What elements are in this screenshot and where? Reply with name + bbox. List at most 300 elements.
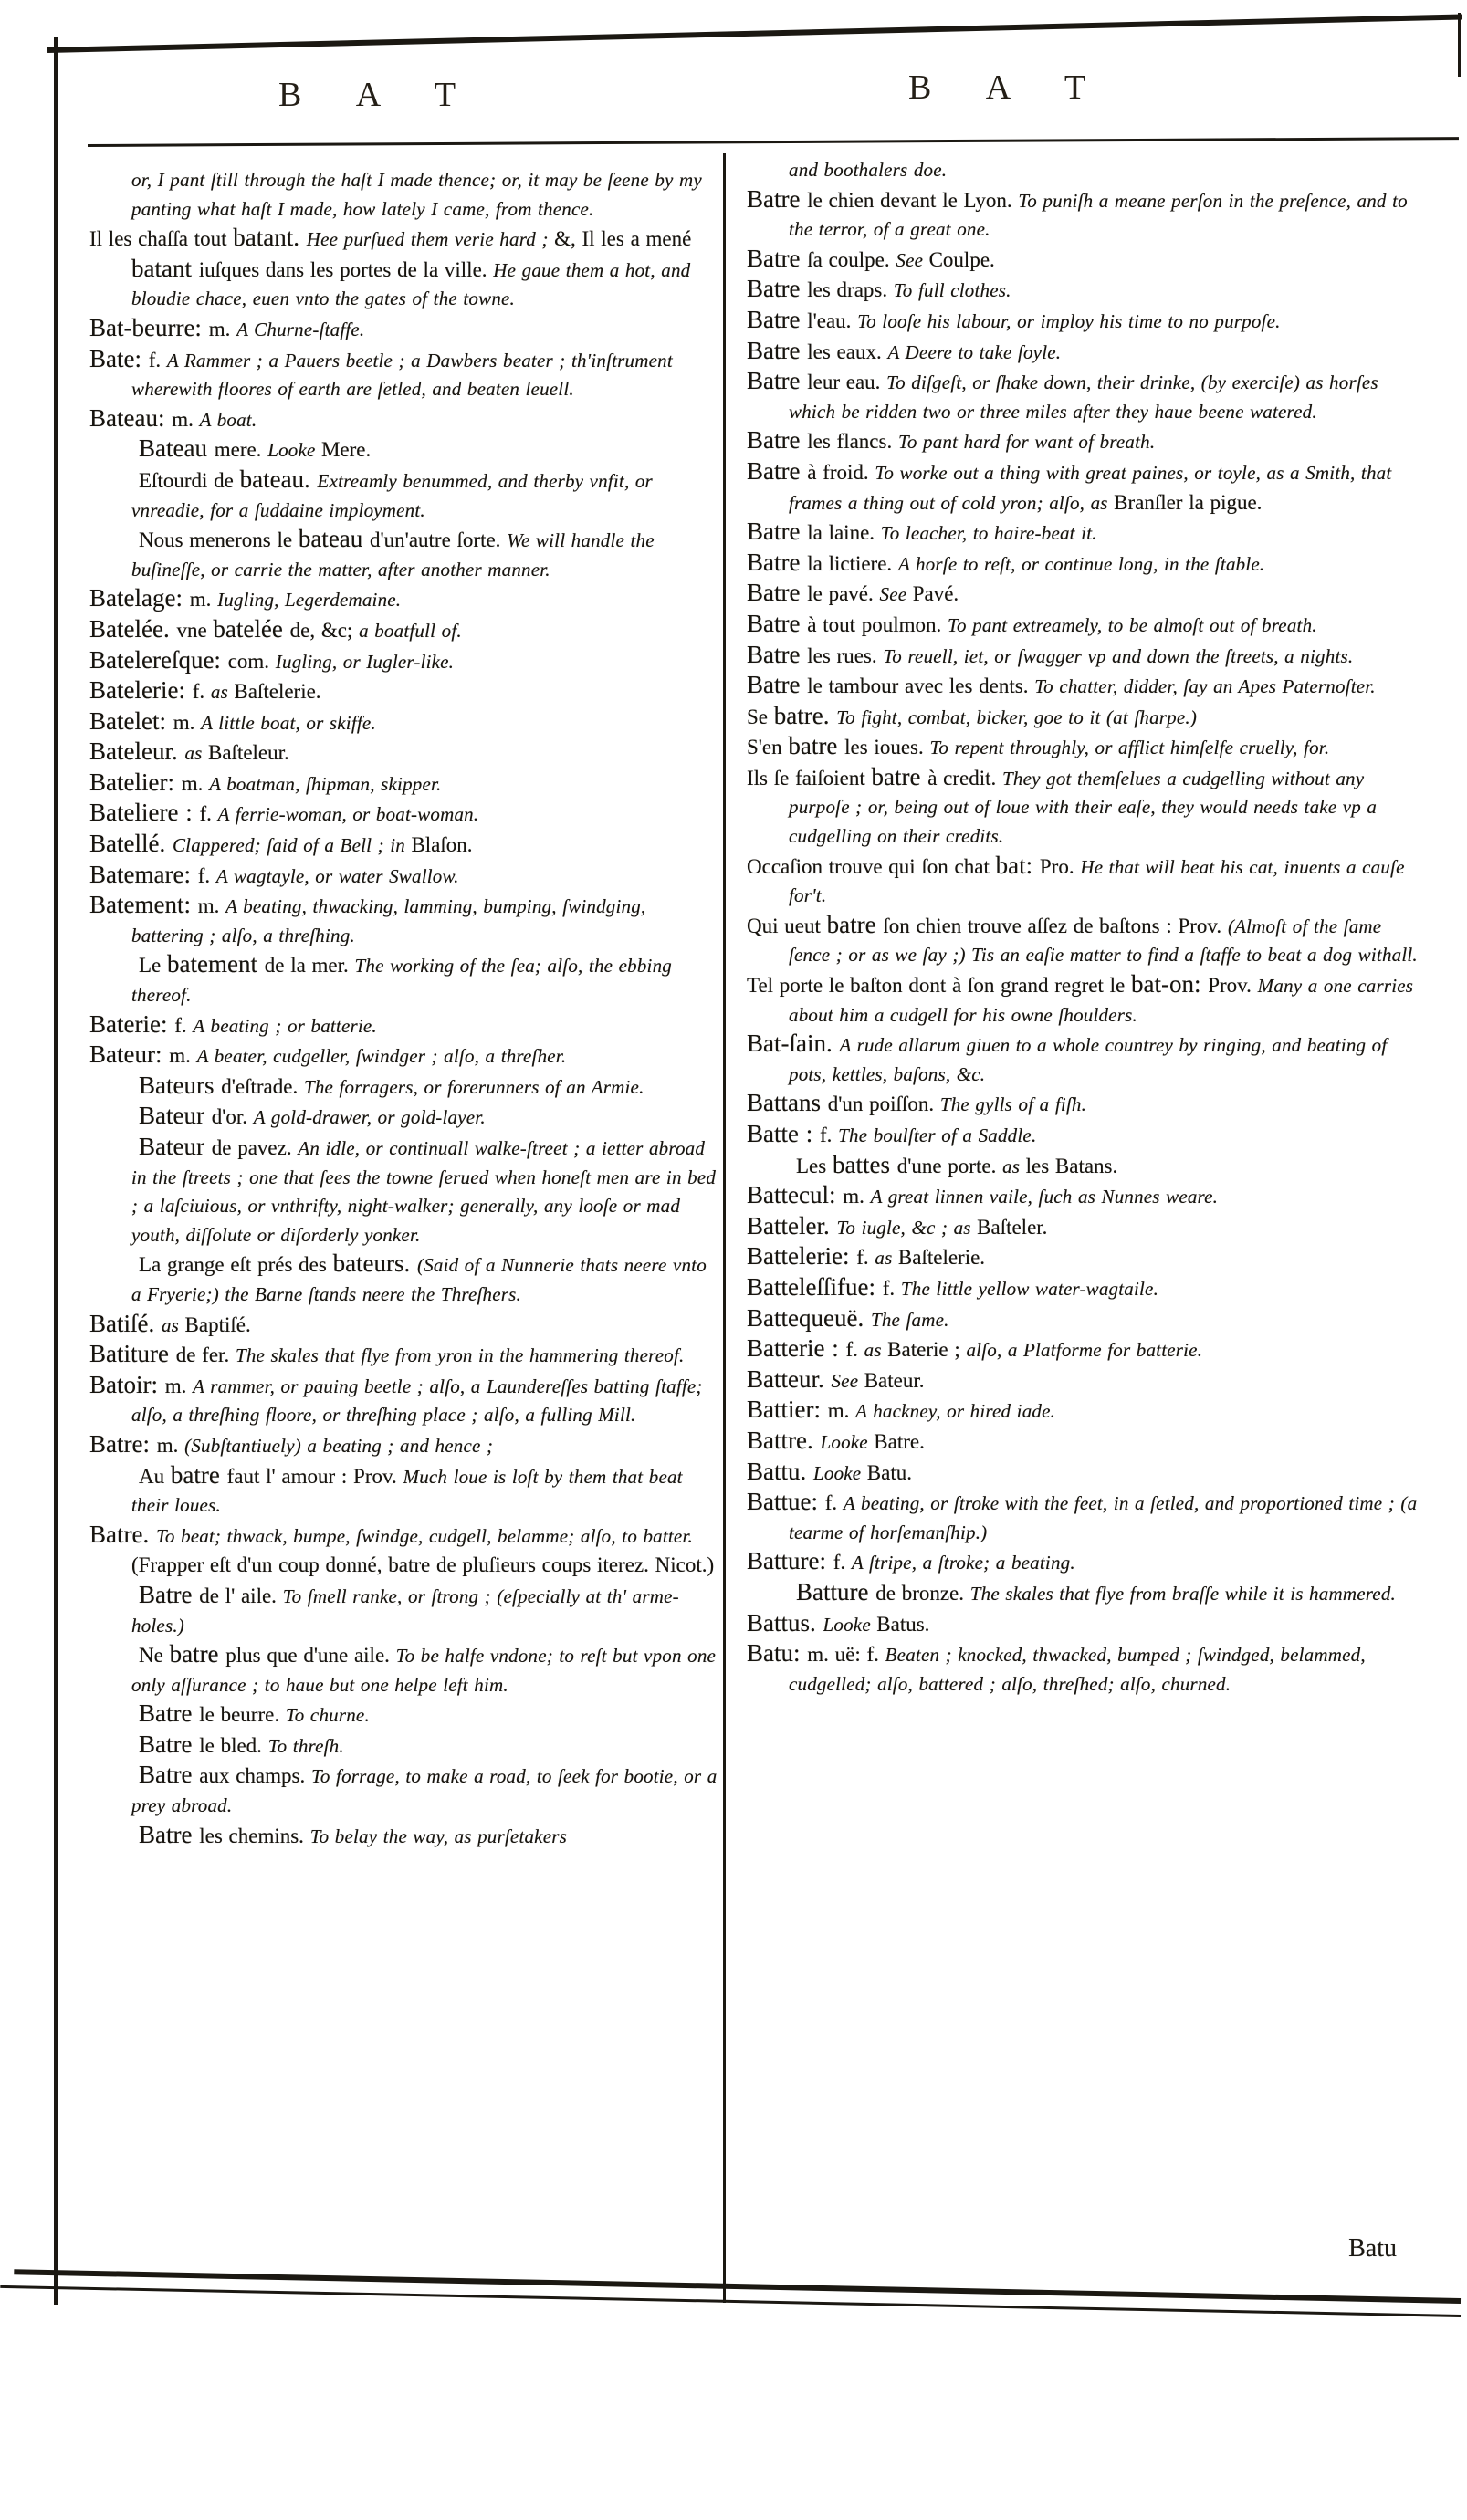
entry-segment-en: A rammer, or pauing beetle ; alſo, a Laundereſſes batting ſtaffe; alſo, a threſhing floore, or threſhing place ; alſo, a fulling Mill. bbox=[131, 1375, 703, 1427]
entry-segment-en: To leacher, to haire-beat it. bbox=[880, 522, 1097, 545]
entry-segment-en: To puniſh a meane perſon in the preſence, and to the terror, of a great one. bbox=[789, 189, 1408, 241]
dictionary-entry bbox=[89, 1072, 718, 1103]
entry-segment-en: The boulſter of a Saddle. bbox=[838, 1124, 1037, 1146]
entry-segment-fr: &, Il les a mené bbox=[554, 227, 692, 251]
dictionary-entry bbox=[89, 1372, 718, 1431]
entry-segment-hw: Batre bbox=[747, 184, 808, 213]
entry-segment-fr: Au bbox=[139, 1464, 171, 1488]
entry-segment-fr: Se bbox=[747, 705, 774, 728]
entry-segment-en: Many a one carries about him a cudgell for his owne ſhoulders. bbox=[789, 975, 1414, 1026]
entry-segment-en: A beating, thwacking, lamming, bumping, ſwindging, battering ; alſo, a threſhing. bbox=[131, 895, 646, 946]
entry-segment-en: The working of the ſea; alſo, the ebbing thereof. bbox=[131, 955, 672, 1007]
entry-segment-hw: Batre bbox=[747, 579, 808, 607]
entry-segment-hw: batre bbox=[170, 1460, 227, 1489]
dictionary-entry bbox=[89, 1431, 718, 1462]
entry-segment-hw: Batteur. bbox=[747, 1365, 832, 1393]
entry-segment-en: To full clothes. bbox=[893, 279, 1011, 302]
entry-segment-fr: faut l' amour : Prov. bbox=[226, 1464, 403, 1488]
entry-segment-en: The little yellow water-wagtaile. bbox=[900, 1277, 1159, 1300]
dictionary-entry bbox=[89, 1731, 718, 1762]
entry-segment-fr: d'or. bbox=[211, 1105, 254, 1129]
entry-segment-en: To diſgeſt, or ſhake down, their drinke, (by exerciſe) as horſes which be ridden two or three miles after they haue beene watered. bbox=[789, 371, 1378, 423]
dictionary-entry bbox=[747, 157, 1426, 186]
dictionary-entry bbox=[89, 647, 718, 678]
entry-segment-fr: la lictiere. bbox=[807, 551, 898, 575]
entry-segment-fr: Batus. bbox=[876, 1612, 930, 1636]
entry-segment-fr: com. bbox=[227, 649, 276, 673]
entry-segment-hw: Batu: bbox=[747, 1639, 808, 1668]
entry-segment-fr: Prov. bbox=[1208, 974, 1258, 998]
entry-segment-fr: à credit. bbox=[927, 766, 1003, 789]
entry-segment-fr: plus que d'une aile. bbox=[225, 1644, 396, 1668]
dictionary-entry bbox=[747, 338, 1426, 369]
entry-segment-hw: Batelée. bbox=[89, 614, 177, 643]
dictionary-entry bbox=[747, 611, 1426, 642]
dictionary-entry bbox=[747, 852, 1426, 912]
entry-segment-hw: batre bbox=[788, 732, 845, 760]
dictionary-entry bbox=[747, 580, 1426, 611]
entry-segment-fr: f. bbox=[192, 680, 211, 704]
entry-segment-fr: de bronze. bbox=[875, 1581, 970, 1605]
dictionary-entry bbox=[89, 1822, 718, 1853]
entry-segment-hw: Batre bbox=[747, 305, 808, 333]
dictionary-entry bbox=[89, 800, 718, 831]
entry-segment-en: and boothalers doe. bbox=[789, 159, 948, 181]
dictionary-entry bbox=[747, 1459, 1426, 1490]
entry-segment-fr: m. bbox=[827, 1399, 856, 1423]
entry-segment-hw: Batemare: bbox=[89, 860, 198, 888]
entry-segment-en: Looke bbox=[813, 1461, 867, 1484]
entry-segment-hw: batre. bbox=[773, 701, 837, 729]
entry-segment-fr: m. bbox=[156, 1433, 185, 1457]
entry-segment-hw: Batre bbox=[747, 275, 808, 303]
entry-segment-en: A Churne-ſtaffe. bbox=[236, 318, 365, 340]
dictionary-entry bbox=[89, 1341, 718, 1372]
entry-segment-en: A gold-drawer, or gold-layer. bbox=[253, 1106, 486, 1129]
entry-segment-fr: f. bbox=[833, 1551, 852, 1574]
dictionary-entry bbox=[747, 1489, 1426, 1548]
entry-segment-fr: les ioues. bbox=[844, 736, 930, 759]
entry-segment-hw: Bateau bbox=[139, 434, 215, 463]
entry-segment-hw: batre bbox=[871, 762, 928, 790]
dictionary-entry bbox=[747, 368, 1426, 427]
entry-segment-en: A beater, cudgeller, ſwindger ; alſo, a threſher. bbox=[196, 1045, 567, 1068]
right-column bbox=[747, 157, 1426, 1699]
entry-segment-en: See bbox=[896, 248, 929, 271]
entry-segment-en: To be halfe vndone; to reſt but vpon one only aſſurance ; to haue but one helpe left him. bbox=[131, 1645, 717, 1696]
entry-segment-hw: Batre bbox=[139, 1761, 200, 1789]
dictionary-entry bbox=[89, 1103, 718, 1134]
entry-segment-en: A beating, or ſtroke with the feet, in a ſetled, and proportioned time ; (a tearme of horſemanſhip.) bbox=[789, 1492, 1418, 1543]
entry-segment-hw: Battu. bbox=[747, 1457, 813, 1485]
dictionary-entry bbox=[747, 1548, 1426, 1579]
entry-segment-fr: Nous menerons le bbox=[139, 528, 299, 552]
entry-segment-en: A boatman, ſhipman, skipper. bbox=[209, 772, 442, 795]
entry-segment-fr: Coulpe. bbox=[928, 247, 995, 271]
entry-segment-fr: l'eau. bbox=[807, 308, 858, 332]
entry-segment-hw: Batre bbox=[747, 548, 808, 576]
entry-segment-en: To reuell, iet, or ſwagger vp and down the ſtreets, a nights. bbox=[883, 644, 1354, 667]
entry-segment-en: To churne. bbox=[285, 1704, 370, 1727]
entry-segment-en: A rude allarum giuen to a whole countrey by ringing, and beating of pots, kettles, baſons, &c. bbox=[789, 1034, 1388, 1085]
entry-segment-hw: batant bbox=[131, 254, 199, 282]
entry-segment-hw: Batte : bbox=[747, 1120, 820, 1147]
entry-segment-hw: Batre bbox=[747, 456, 808, 485]
left-column bbox=[89, 167, 718, 1852]
dictionary-entry bbox=[747, 1152, 1426, 1183]
entry-segment-fr: Branſler la pigue. bbox=[1114, 490, 1263, 514]
dictionary-entry bbox=[89, 677, 718, 708]
entry-segment-en: as bbox=[210, 681, 235, 704]
dictionary-entry bbox=[89, 738, 718, 769]
entry-segment-fr: le pavé. bbox=[807, 582, 880, 606]
entry-segment-hw: Batteleſſifue: bbox=[747, 1272, 883, 1301]
entry-segment-hw: Batture: bbox=[747, 1547, 833, 1575]
entry-segment-hw: Batre: bbox=[89, 1429, 157, 1458]
entry-segment-en: See bbox=[879, 583, 913, 606]
top-border-rule bbox=[47, 14, 1462, 53]
entry-segment-hw: Batre bbox=[747, 336, 808, 364]
entry-segment-en: A boat. bbox=[199, 408, 257, 431]
dictionary-entry bbox=[747, 1427, 1426, 1459]
entry-segment-fr: d'une porte. bbox=[896, 1154, 1003, 1177]
dictionary-entry bbox=[747, 1182, 1426, 1213]
entry-segment-fr: à froid. bbox=[807, 460, 875, 484]
dictionary-entry bbox=[89, 831, 718, 862]
entry-segment-fr: m. bbox=[169, 1044, 197, 1068]
dictionary-entry bbox=[89, 526, 718, 585]
entry-segment-en: or, I pant ſtill through the haſt I made thence; or, it may be ſeene by my panting what haſt I made, how lately I came, from thence. bbox=[131, 169, 702, 220]
entry-segment-en: A great linnen vaile, ſuch as Nunnes weare. bbox=[870, 1186, 1219, 1208]
dictionary-entry bbox=[89, 315, 718, 346]
entry-segment-en: Beaten ; knocked, thwacked, bumped ; ſwindged, belammed, cudgelled; alſo, battered ; alſo, threſhed; alſo, churned. bbox=[789, 1644, 1366, 1695]
entry-segment-fr: m. bbox=[843, 1185, 871, 1208]
entry-segment-hw: Battecul: bbox=[747, 1181, 844, 1209]
entry-segment-en: The skales that flye from yron in the hammering thereof. bbox=[235, 1344, 685, 1367]
entry-segment-hw: batement bbox=[167, 950, 265, 978]
entry-segment-fr: Baſteler. bbox=[977, 1215, 1048, 1239]
entry-segment-fr: de, &c; bbox=[289, 618, 360, 642]
entry-segment-hw: Batelet: bbox=[89, 706, 173, 735]
entry-segment-en: as bbox=[184, 742, 208, 765]
entry-segment-hw: bateurs. bbox=[332, 1250, 418, 1278]
entry-segment-fr: vne bbox=[176, 618, 214, 642]
entry-segment-fr: f. bbox=[148, 348, 167, 371]
dictionary-entry bbox=[747, 1090, 1426, 1121]
dictionary-entry bbox=[89, 405, 718, 436]
dictionary-entry bbox=[89, 167, 718, 225]
running-head-left: B A T bbox=[278, 76, 480, 114]
entry-segment-en: The ſame. bbox=[870, 1308, 949, 1331]
entry-segment-en: Looke bbox=[823, 1613, 877, 1636]
entry-segment-hw: Batre bbox=[747, 426, 808, 455]
dictionary-entry bbox=[747, 1213, 1426, 1244]
entry-segment-en: To pant extreamely, to be almoſt out of breath. bbox=[948, 613, 1317, 636]
entry-segment-fr: Eſtourdi de bbox=[139, 468, 240, 492]
entry-segment-fr: f. bbox=[845, 1338, 864, 1362]
entry-segment-en: A Deere to take ſoyle. bbox=[887, 340, 1062, 363]
entry-segment-hw: Batelerie: bbox=[89, 676, 193, 705]
entry-segment-en: See bbox=[831, 1369, 864, 1392]
entry-segment-fr: m. bbox=[181, 771, 210, 795]
entry-segment-fr: Batre. bbox=[874, 1429, 925, 1453]
entry-segment-fr: Le bbox=[139, 954, 168, 978]
dictionary-entry bbox=[747, 1121, 1426, 1152]
dictionary-entry bbox=[89, 346, 718, 405]
dictionary-entry bbox=[747, 276, 1426, 307]
dictionary-entry bbox=[89, 1641, 718, 1700]
entry-segment-fr: Blaſon. bbox=[411, 833, 473, 857]
entry-segment-en: The forragers, or forerunners of an Armie. bbox=[303, 1075, 644, 1098]
entry-segment-en: A little boat, or skiffe. bbox=[201, 711, 376, 734]
entry-segment-en: Iugling, or Iugler-like. bbox=[275, 650, 455, 673]
entry-segment-fr: Mere. bbox=[320, 438, 372, 462]
entry-segment-fr: m. bbox=[172, 407, 200, 431]
entry-segment-hw: Batiſé. bbox=[89, 1309, 162, 1337]
entry-segment-fr: le beurre. bbox=[199, 1703, 286, 1727]
entry-segment-fr: le tambour avec les dents. bbox=[807, 674, 1035, 698]
entry-segment-fr: Bateur. bbox=[864, 1368, 925, 1392]
entry-segment-en: Extreamly benummed, and therby vnfit, or vnreadie, for a ſuddaine imployment. bbox=[131, 469, 653, 521]
entry-segment-fr: f. bbox=[882, 1276, 901, 1300]
dictionary-entry bbox=[89, 225, 718, 315]
entry-segment-fr: leur eau. bbox=[807, 371, 887, 394]
entry-segment-en: Hee purſued them verie hard ; bbox=[306, 228, 555, 251]
entry-segment-fr: Pro. bbox=[1039, 854, 1081, 878]
dictionary-entry bbox=[747, 1640, 1426, 1699]
dictionary-entry bbox=[89, 1762, 718, 1821]
entry-segment-hw: Bat-ſain. bbox=[747, 1030, 840, 1058]
dictionary-entry bbox=[89, 1462, 718, 1521]
entry-segment-en: To worke out a thing with great paines, or toyle, as a Smith, that frames a thing out of cold yron; alſo, as bbox=[789, 461, 1392, 514]
running-head-right: B A T bbox=[908, 68, 1110, 107]
bottom-border-rule-inner bbox=[0, 2285, 1461, 2317]
entry-segment-fr: f. bbox=[174, 1013, 194, 1037]
entry-segment-hw: Batelier: bbox=[89, 768, 182, 796]
entry-segment-hw: Batre bbox=[139, 1730, 200, 1758]
entry-segment-en: A ſtripe, a ſtroke; a beating. bbox=[851, 1552, 1075, 1574]
entry-segment-fr: les chemins. bbox=[199, 1824, 310, 1847]
entry-segment-en: Clappered; ſaid of a Bell ; in bbox=[172, 834, 412, 857]
entry-segment-en: To belay the way, as purſetakers bbox=[309, 1825, 567, 1847]
entry-segment-hw: Bat-beurre: bbox=[89, 313, 209, 341]
entry-segment-hw: Batellé. bbox=[89, 830, 173, 858]
entry-segment-en: To fight, combat, bicker, goe to it (at ſharpe.) bbox=[836, 706, 1198, 728]
dictionary-entry bbox=[89, 708, 718, 739]
entry-segment-fr: m. bbox=[208, 317, 237, 340]
entry-segment-hw: Batre bbox=[747, 518, 808, 546]
entry-segment-hw: Bateleur. bbox=[89, 737, 185, 766]
dictionary-entry bbox=[747, 912, 1426, 971]
entry-segment-hw: Battier: bbox=[747, 1396, 828, 1424]
entry-segment-hw: Batre bbox=[747, 609, 808, 637]
entry-segment-fr: Qui ueut bbox=[747, 914, 827, 937]
entry-segment-hw: Batre bbox=[139, 1699, 200, 1728]
entry-segment-fr: La grange eſt prés des bbox=[139, 1253, 333, 1277]
entry-segment-hw: batelée bbox=[213, 614, 290, 643]
entry-segment-en: To chatter, didder, ſay an Apes Paternoſter. bbox=[1034, 675, 1376, 698]
entry-segment-fr: les eaux. bbox=[807, 340, 888, 363]
entry-segment-fr: Baſteleur. bbox=[208, 741, 289, 765]
entry-segment-en: as bbox=[1002, 1155, 1026, 1177]
entry-segment-en: A wagtayle, or water Swallow. bbox=[215, 864, 459, 887]
entry-segment-en: A ferrie-woman, or boat-woman. bbox=[217, 803, 479, 826]
entry-segment-en: Looke bbox=[267, 439, 321, 462]
entry-segment-fr: f. bbox=[199, 802, 218, 826]
entry-segment-hw: Batre bbox=[139, 1820, 200, 1848]
entry-segment-en: To forrage, to make a road, to ſeek for bootie, or a prey abroad. bbox=[131, 1765, 718, 1817]
dictionary-entry bbox=[747, 703, 1426, 734]
entry-segment-fr: Baterie ; bbox=[887, 1338, 967, 1362]
entry-segment-fr: Occaſion trouve qui ſon chat bbox=[747, 854, 996, 878]
dictionary-entry bbox=[89, 769, 718, 800]
entry-segment-fr: aux champs. bbox=[199, 1764, 311, 1788]
entry-segment-fr: f. bbox=[824, 1491, 844, 1515]
catchword: Batu bbox=[1348, 2234, 1397, 2263]
dictionary-entry bbox=[747, 733, 1426, 764]
dictionary-entry bbox=[89, 1134, 718, 1250]
entry-segment-fr: (Frapper eſt d'un coup donné, batre de pluſieurs coups iterez. Nicot.) bbox=[131, 1553, 715, 1577]
dictionary-entry bbox=[747, 1610, 1426, 1641]
dictionary-entry bbox=[747, 1274, 1426, 1305]
head-separator-rule bbox=[88, 137, 1459, 147]
entry-segment-fr: de l' aile. bbox=[199, 1584, 283, 1607]
entry-segment-hw: batre bbox=[169, 1640, 226, 1668]
entry-segment-fr: Tel porte le baſton dont à ſon grand regret le bbox=[747, 974, 1131, 998]
entry-segment-fr: mere. bbox=[214, 438, 268, 462]
dictionary-entry bbox=[747, 971, 1426, 1030]
entry-segment-en: A Rammer ; a Pauers beetle ; a Dawbers beater ; th'inſtrument wherewith floores of earth are ſetled, and beaten leuell. bbox=[131, 349, 673, 401]
entry-segment-hw: Batoir: bbox=[89, 1370, 165, 1398]
entry-segment-fr: de pavez. bbox=[211, 1136, 299, 1159]
entry-segment-en: We will handle the buſineſſe, or carrie the matter, after another manner. bbox=[131, 529, 655, 580]
entry-segment-hw: bateau. bbox=[239, 465, 318, 493]
entry-segment-fr: les rues. bbox=[807, 643, 884, 667]
entry-segment-hw: Battue: bbox=[747, 1488, 825, 1516]
entry-segment-hw: bat: bbox=[995, 851, 1040, 879]
dictionary-entry bbox=[89, 951, 718, 1010]
entry-segment-fr: Baſtelerie. bbox=[897, 1246, 986, 1270]
entry-segment-fr: les flancs. bbox=[807, 430, 898, 454]
entry-segment-hw: batant. bbox=[233, 224, 307, 252]
entry-segment-fr: m. uë: f. bbox=[807, 1643, 885, 1667]
entry-segment-fr: Il les chaſſa tout bbox=[89, 227, 234, 251]
dictionary-entry bbox=[747, 764, 1426, 852]
entry-segment-en: as bbox=[875, 1247, 898, 1270]
dictionary-entry bbox=[747, 642, 1426, 673]
entry-segment-hw: Battelerie: bbox=[747, 1242, 857, 1270]
entry-segment-fr: iuſques dans les portes de la ville. bbox=[198, 257, 494, 281]
entry-segment-fr: Les bbox=[796, 1154, 833, 1177]
entry-segment-en: The skales that flye from braſſe while it is hammered. bbox=[969, 1582, 1396, 1605]
entry-segment-fr: d'un poiſſon. bbox=[827, 1093, 940, 1116]
dictionary-entry bbox=[747, 1366, 1426, 1397]
entry-segment-en: Looke bbox=[820, 1430, 875, 1453]
entry-segment-en: a boatfull of. bbox=[359, 619, 462, 642]
entry-segment-hw: Bateau: bbox=[89, 403, 173, 432]
dictionary-entry bbox=[747, 427, 1426, 458]
dictionary-entry bbox=[747, 1030, 1426, 1090]
entry-segment-fr: la laine. bbox=[807, 521, 881, 545]
entry-segment-hw: Batre bbox=[139, 1580, 200, 1608]
dictionary-entry bbox=[89, 1041, 718, 1072]
entry-segment-fr: f. bbox=[197, 863, 216, 887]
dictionary-entry bbox=[747, 518, 1426, 549]
entry-segment-en: To repent throughly, or afflict himſelfe cruelly, for. bbox=[929, 737, 1330, 759]
entry-segment-hw: Batre bbox=[747, 640, 808, 668]
entry-segment-hw: Bateur: bbox=[89, 1040, 170, 1069]
entry-segment-hw: Batiture bbox=[89, 1340, 176, 1368]
dictionary-entry bbox=[89, 1011, 718, 1042]
dictionary-entry bbox=[89, 1250, 718, 1310]
entry-segment-en: alſo, a Platforme for batterie. bbox=[966, 1339, 1203, 1362]
entry-segment-hw: Batre bbox=[747, 367, 808, 395]
entry-segment-fr: le chien devant le Lyon. bbox=[807, 188, 1019, 212]
entry-segment-hw: Batterie : bbox=[747, 1334, 846, 1363]
entry-segment-fr: m. bbox=[189, 588, 218, 612]
entry-segment-en: He that will beat his cat, inuents a cauſe for't. bbox=[789, 855, 1405, 907]
entry-segment-en: Iugling, Legerdemaine. bbox=[217, 589, 402, 612]
dictionary-entry bbox=[747, 1305, 1426, 1336]
dictionary-entry bbox=[89, 1521, 718, 1582]
entry-segment-fr: Baſtelerie. bbox=[234, 680, 321, 704]
right-edge-mark bbox=[1458, 13, 1461, 77]
entry-segment-hw: batre bbox=[826, 910, 884, 938]
dictionary-entry bbox=[747, 549, 1426, 580]
entry-segment-hw: Batelereſque: bbox=[89, 645, 228, 674]
entry-segment-hw: Bateliere : bbox=[89, 799, 200, 827]
entry-segment-hw: Bateur bbox=[139, 1133, 212, 1160]
entry-segment-fr: Ne bbox=[139, 1644, 170, 1668]
dictionary-entry bbox=[89, 862, 718, 893]
dictionary-entry bbox=[89, 1582, 718, 1641]
entry-segment-fr: Batu. bbox=[866, 1460, 912, 1484]
dictionary-entry bbox=[89, 435, 718, 466]
entry-segment-fr: d'un'autre ſorte. bbox=[370, 528, 508, 552]
entry-segment-hw: Battans bbox=[747, 1089, 828, 1117]
entry-segment-en: A hackney, or hired iade. bbox=[855, 1400, 1056, 1423]
bottom-border-rule-outer bbox=[14, 2269, 1461, 2304]
entry-segment-hw: Battequeuë. bbox=[747, 1303, 871, 1332]
entry-segment-fr: Baptiſé. bbox=[184, 1312, 251, 1336]
entry-segment-en: Much loue is loſt by them that beat their loues. bbox=[131, 1465, 683, 1517]
entry-segment-fr: de la mer. bbox=[264, 954, 355, 978]
entry-segment-en: as bbox=[161, 1313, 185, 1336]
dictionary-entry bbox=[747, 1243, 1426, 1274]
entry-segment-hw: Battre. bbox=[747, 1426, 821, 1454]
entry-segment-fr: Ils ſe faiſoient bbox=[747, 766, 872, 789]
dictionary-entry bbox=[747, 307, 1426, 338]
entry-segment-en: They got themſelues a cudgelling without any purpoſe ; or, being out of loue with their eaſe, they would needs take vp a cudgelling on their credits. bbox=[789, 767, 1378, 848]
entry-segment-hw: Bateurs bbox=[139, 1071, 222, 1099]
entry-segment-fr: d'eſtrade. bbox=[221, 1074, 304, 1098]
entry-segment-hw: Batement: bbox=[89, 891, 198, 919]
entry-segment-en: To threſh. bbox=[267, 1734, 344, 1757]
entry-segment-fr: f. bbox=[856, 1246, 875, 1270]
entry-segment-en: To beat; thwack, bumpe, ſwindge, cudgell, belamme; alſo, to batter. bbox=[155, 1524, 693, 1547]
entry-segment-en: To iugle, &c ; as bbox=[836, 1216, 978, 1239]
entry-segment-hw: Batre bbox=[747, 244, 808, 272]
dictionary-entry bbox=[89, 616, 718, 647]
entry-segment-fr: à tout poulmon. bbox=[807, 612, 948, 636]
column-divider-rule bbox=[723, 153, 726, 2303]
entry-segment-hw: bateau bbox=[298, 525, 371, 553]
entry-segment-en: (Subſtantiuely) a beating ; and hence ; bbox=[184, 1434, 494, 1457]
entry-segment-en: To pant hard for want of breath. bbox=[897, 431, 1156, 454]
entry-segment-hw: Bate: bbox=[89, 344, 149, 372]
entry-segment-en: (Said of a Nunnerie thats neere vnto a Fryerie;) the Barne ſtands neere the Threſhers. bbox=[131, 1254, 707, 1305]
entry-segment-fr: les draps. bbox=[807, 278, 894, 302]
